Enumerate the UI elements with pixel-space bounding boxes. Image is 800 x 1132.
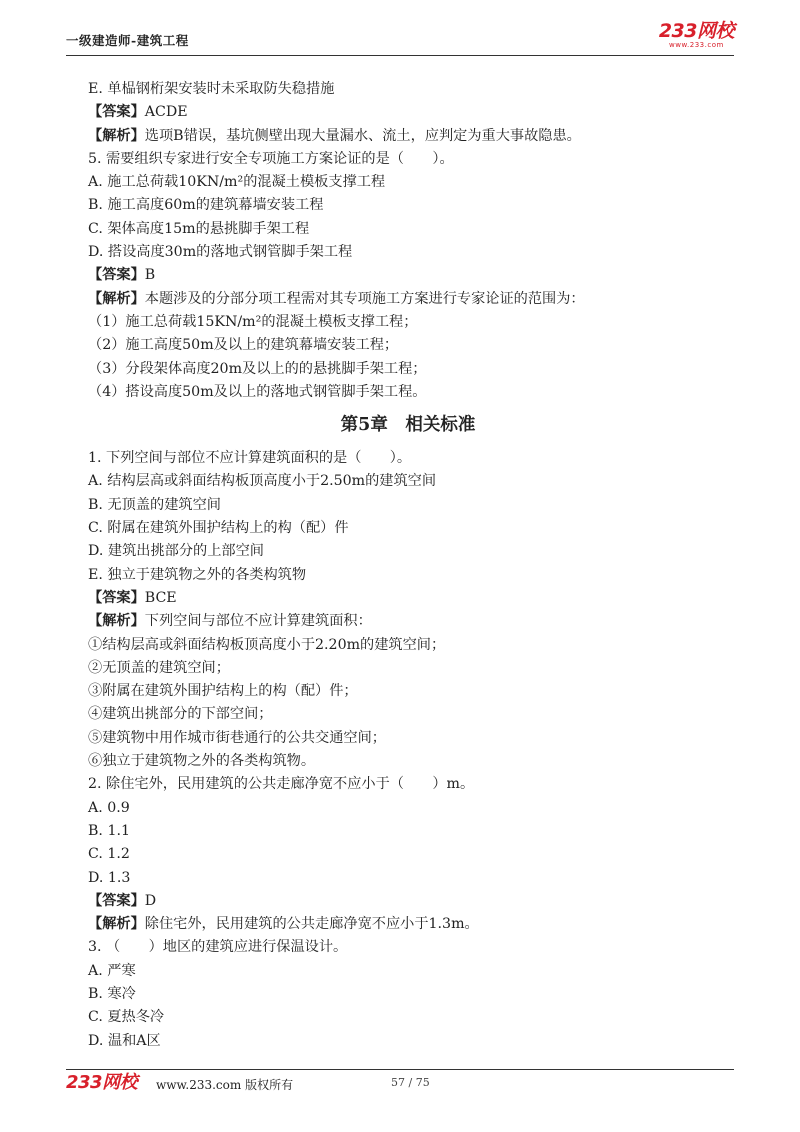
line-text: （2）施工高度50m及以上的建筑幕墙安装工程；: [88, 337, 399, 354]
line-text: B. 1.1: [88, 822, 131, 839]
page-footer: [66, 1073, 734, 1097]
text-line: [88, 311, 728, 334]
line-text: D: [144, 892, 157, 909]
line-tag: 【答案】: [88, 267, 145, 284]
answer-line: [88, 264, 728, 287]
answer-line: [88, 587, 728, 610]
text-line: [88, 657, 728, 680]
line-text: B: [144, 267, 156, 284]
line-text: ④建筑出挑部分的下部空间；: [88, 706, 273, 723]
footer-divider: [66, 1069, 734, 1070]
text-line: [88, 820, 728, 843]
line-text: D. 建筑出挑部分的上部空间: [88, 543, 264, 560]
line-text: 本题涉及的分部分项工程需对其专项施工方案进行专家论证的范围为：: [144, 290, 585, 307]
page-number: 57 / 75: [391, 1076, 430, 1089]
line-text: 3. （ ）地区的建筑应进行保温设计。: [88, 939, 348, 956]
line-tag: 【解析】: [88, 916, 145, 933]
header-title: 一级建造师-建筑工程: [66, 33, 189, 48]
document-body: [88, 78, 728, 1053]
line-text: C. 夏热冬冷: [88, 1009, 165, 1026]
text-line: [88, 470, 728, 493]
text-line: [88, 358, 728, 381]
line-text: E. 独立于建筑物之外的各类构筑物: [88, 566, 307, 583]
line-text: ②无顶盖的建筑空间；: [88, 659, 230, 676]
line-text: BCE: [144, 589, 177, 606]
text-line: [88, 194, 728, 217]
answer-line: [88, 101, 728, 124]
line-text: C. 附属在建筑外围护结构上的构（配）件: [88, 520, 349, 537]
answer-line: [88, 890, 728, 913]
text-line: [88, 703, 728, 726]
text-line: [88, 634, 728, 657]
line-text: C. 架体高度15m的悬挑脚手架工程: [88, 220, 310, 237]
line-text: C. 1.2: [88, 846, 130, 863]
line-text: 下列空间与部位不应计算建筑面积：: [144, 613, 372, 630]
footer-logo: 233网校: [66, 1072, 138, 1093]
brand-logo: [659, 22, 734, 49]
text-line: [88, 381, 728, 404]
text-line: [88, 936, 728, 959]
line-tag: 【答案】: [88, 589, 145, 606]
text-line: [88, 773, 728, 796]
line-text: 1. 下列空间与部位不应计算建筑面积的是（ ）。: [88, 450, 412, 467]
text-line: [88, 494, 728, 517]
line-text: 5. 需要组织专家进行安全专项施工方案论证的是（ ）。: [88, 150, 454, 167]
text-line: [88, 78, 728, 101]
line-text: 除住宅外，民用建筑的公共走廊净宽不应小于1.3m。: [144, 916, 479, 933]
text-line: [88, 960, 728, 983]
line-text: 2. 除住宅外，民用建筑的公共走廊净宽不应小于（ ）m。: [88, 776, 475, 793]
text-line: [88, 171, 728, 194]
line-text: （3）分段架体高度20m及以上的的悬挑脚手架工程；: [88, 360, 427, 377]
line-tag: 【答案】: [88, 892, 145, 909]
answer-line: [88, 610, 728, 633]
header-divider: [66, 55, 734, 56]
line-tag: 【解析】: [88, 127, 145, 144]
line-tag: 【答案】: [88, 104, 145, 121]
logo-url: www.233.com: [669, 41, 724, 49]
line-text: （4）搭设高度50m及以上的落地式钢管脚手架工程。: [88, 383, 427, 400]
text-line: [88, 517, 728, 540]
line-text: ①结构层高或斜面结构板顶高度小于2.20m的建筑空间；: [88, 636, 446, 653]
line-text: A. 结构层高或斜面结构板顶高度小于2.50m的建筑空间: [88, 473, 437, 490]
answer-line: [88, 125, 728, 148]
line-text: B. 寒冷: [88, 985, 136, 1002]
line-text: ⑥独立于建筑物之外的各类构筑物。: [88, 753, 316, 770]
text-line: [88, 148, 728, 171]
text-line: [88, 564, 728, 587]
text-line: [88, 727, 728, 750]
line-text: ⑤建筑物中用作城市街巷通行的公共交通空间；: [88, 729, 386, 746]
footer-copyright: www.233.com 版权所有: [156, 1078, 294, 1092]
answer-line: [88, 913, 728, 936]
text-line: [88, 1030, 728, 1053]
text-line: [88, 447, 728, 470]
line-text: 选项B错误，基坑侧壁出现大量漏水、流土，应判定为重大事故隐患。: [144, 127, 581, 144]
text-line: [88, 983, 728, 1006]
line-tag: 【解析】: [88, 613, 145, 630]
line-text: B. 施工高度60m的建筑幕墙安装工程: [88, 197, 324, 214]
line-tag: 【解析】: [88, 290, 145, 307]
line-text: B. 无顶盖的建筑空间: [88, 496, 221, 513]
text-line: [88, 540, 728, 563]
line-text: A. 施工总荷载10KN/m²的混凝土模板支撑工程: [88, 174, 386, 191]
text-line: [88, 797, 728, 820]
text-line: [88, 334, 728, 357]
text-line: [88, 843, 728, 866]
text-line: [88, 750, 728, 773]
text-line: [88, 680, 728, 703]
line-text: ③附属在建筑外围护结构上的构（配）件；: [88, 683, 358, 700]
line-text: D. 搭设高度30m的落地式钢管脚手架工程: [88, 244, 353, 261]
text-line: [88, 218, 728, 241]
text-line: [88, 1006, 728, 1029]
line-text: E. 单榀钢桁架安装时未采取防失稳措施: [88, 81, 335, 97]
line-text: D. 1.3: [88, 869, 131, 886]
line-text: ACDE: [144, 104, 188, 121]
answer-line: [88, 288, 728, 311]
line-text: D. 温和A区: [88, 1032, 161, 1049]
line-text: 第5章 相关标准: [340, 415, 476, 436]
text-line: [88, 867, 728, 890]
logo-text: 233网校: [658, 20, 734, 42]
chapter-heading: [88, 404, 728, 447]
line-text: A. 0.9: [88, 799, 130, 816]
line-text: A. 严寒: [88, 962, 136, 979]
page-header: [66, 22, 734, 50]
line-text: （1）施工总荷载15KN/m²的混凝土模板支撑工程；: [88, 313, 418, 330]
text-line: [88, 241, 728, 264]
